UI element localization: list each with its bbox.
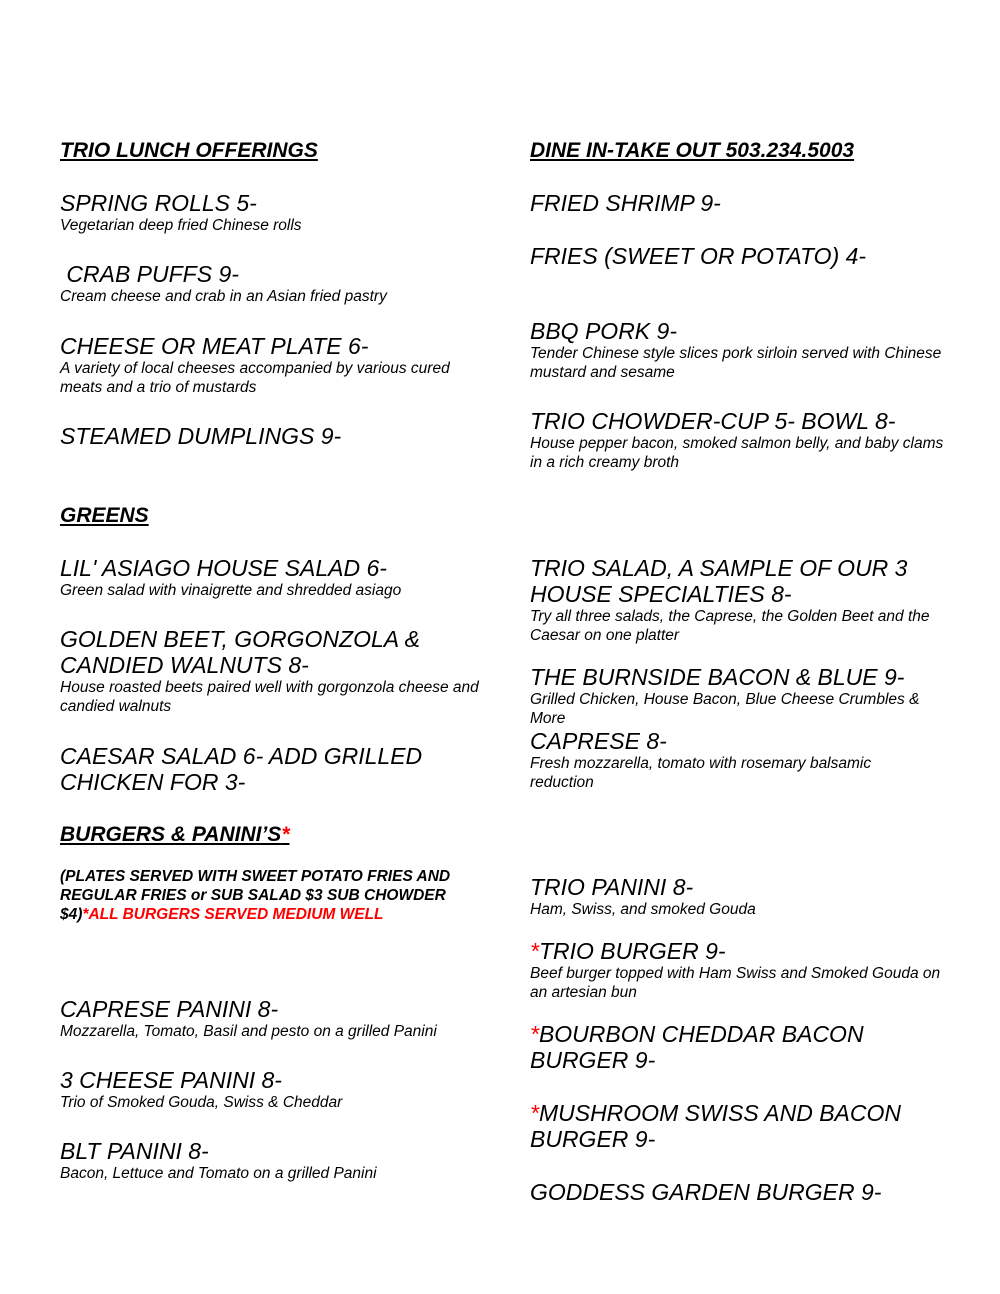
item-description: Fresh mozzarella, tomato with rosemary balsamic reduction	[530, 755, 872, 791]
item-title: 3 CHEESE PANINI 8-	[60, 1067, 282, 1093]
item-title: CRAB PUFFS 9-	[60, 261, 239, 287]
menu-item-trio-burger	[530, 938, 950, 1002]
title-text: TRIO BURGER 9-	[538, 938, 726, 964]
asterisk-icon: *	[530, 1021, 539, 1047]
note-text: (PLATES SERVED WITH SWEET POTATO FRIES AND REGULAR FRIES or SUB SALAD $3 SUB CHOWDER $4)	[60, 868, 451, 923]
menu-item-bbq-pork	[530, 318, 950, 382]
item-description: Vegetarian deep fried Chinese rolls	[60, 217, 302, 234]
item-title: CAPRESE 8-	[530, 728, 667, 754]
menu-item-caprese-panini	[60, 996, 490, 1041]
item-description: House roasted beets paired well with gorgonzola cheese and candied walnuts	[60, 679, 479, 715]
header-text: BURGERS & PANINI’S	[60, 823, 282, 846]
menu-item-cheese-meat-plate	[60, 333, 490, 397]
menu-item-house-salad	[60, 555, 490, 600]
item-title	[530, 938, 950, 964]
item-description: A variety of local cheeses accompanied by various cured meats and a trio of mustards	[60, 360, 450, 396]
menu-item-trio-panini	[530, 874, 950, 919]
note-warning: *ALL BURGERS SERVED MEDIUM WELL	[82, 906, 384, 923]
section-header-lunch-offerings: TRIO LUNCH OFFERINGS	[60, 139, 318, 162]
item-description: Grilled Chicken, House Bacon, Blue Cheese Crumbles & More	[530, 691, 920, 727]
asterisk-icon: *	[530, 1100, 539, 1126]
asterisk-icon: *	[281, 823, 290, 846]
item-title: STEAMED DUMPLINGS 9-	[60, 423, 342, 449]
section-header-phone: DINE IN-TAKE OUT 503.234.5003	[530, 139, 855, 162]
asterisk-icon: *	[530, 938, 539, 964]
title-text: BOURBON CHEDDAR BACON BURGER 9-	[530, 1021, 864, 1073]
menu-item-fries	[530, 243, 950, 269]
item-description: Green salad with vinaigrette and shredded asiago	[60, 582, 402, 599]
item-description: Ham, Swiss, and smoked Gouda	[530, 901, 756, 918]
menu-item-burnside	[530, 664, 930, 728]
item-title: BLT PANINI 8-	[60, 1138, 209, 1164]
menu-item-trio-salad	[530, 555, 930, 645]
item-description: Trio of Smoked Gouda, Swiss & Cheddar	[60, 1094, 343, 1111]
item-title: CAPRESE PANINI 8-	[60, 996, 279, 1022]
item-description: Beef burger topped with Ham Swiss and Smoked Gouda on an artesian bun	[530, 965, 941, 1001]
menu-item-crab-puffs	[60, 261, 490, 306]
section-header-burgers	[60, 822, 490, 848]
item-title: TRIO PANINI 8-	[530, 874, 694, 900]
menu-item-fried-shrimp	[530, 190, 950, 216]
menu-item-caprese	[530, 728, 930, 792]
menu-item-spring-rolls	[60, 190, 490, 235]
item-description: Mozzarella, Tomato, Basil and pesto on a grilled Panini	[60, 1023, 437, 1040]
menu-item-steamed-dumplings	[60, 423, 490, 449]
item-title: CHEESE OR MEAT PLATE 6-	[60, 333, 369, 359]
item-description: Try all three salads, the Caprese, the Golden Beet and the Caesar on one platter	[530, 608, 930, 644]
item-description: Cream cheese and crab in an Asian fried pastry	[60, 288, 387, 305]
menu-item-bourbon-burger	[530, 1021, 910, 1073]
item-title: GOLDEN BEET, GORGONZOLA & CANDIED WALNUTS 8-	[60, 626, 420, 678]
menu-item-blt-panini	[60, 1138, 490, 1183]
menu-item-goddess-burger	[530, 1179, 950, 1205]
item-title	[530, 1100, 920, 1152]
item-description: House pepper bacon, smoked salmon belly, and baby clams in a rich creamy broth	[530, 435, 944, 471]
item-title	[530, 1021, 910, 1073]
menu-item-caesar-salad	[60, 743, 490, 795]
title-text: MUSHROOM SWISS AND BACON BURGER 9-	[530, 1100, 902, 1152]
item-title: FRIES (SWEET OR POTATO) 4-	[530, 243, 867, 269]
item-title: THE BURNSIDE BACON & BLUE 9-	[530, 664, 905, 690]
item-title: TRIO SALAD, A SAMPLE OF OUR 3 HOUSE SPECIALTIES 8-	[530, 555, 908, 607]
burgers-note	[60, 867, 480, 924]
item-description: Tender Chinese style slices pork sirloin served with Chinese mustard and sesame	[530, 345, 942, 381]
section-header-greens: GREENS	[60, 504, 149, 527]
menu-item-trio-chowder	[530, 408, 950, 472]
item-title: LIL' ASIAGO HOUSE SALAD 6-	[60, 555, 387, 581]
item-title: GODDESS GARDEN BURGER 9-	[530, 1179, 882, 1205]
menu-item-golden-beet	[60, 626, 480, 716]
item-title: FRIED SHRIMP 9-	[530, 190, 721, 216]
item-title: TRIO CHOWDER-CUP 5- BOWL 8-	[530, 408, 896, 434]
item-title: SPRING ROLLS 5-	[60, 190, 257, 216]
item-description: Bacon, Lettuce and Tomato on a grilled Panini	[60, 1165, 377, 1182]
item-title: BBQ PORK 9-	[530, 318, 677, 344]
item-title: CAESAR SALAD 6- ADD GRILLED CHICKEN FOR 3-	[60, 743, 423, 795]
menu-item-mushroom-burger	[530, 1100, 920, 1152]
menu-item-three-cheese-panini	[60, 1067, 490, 1112]
